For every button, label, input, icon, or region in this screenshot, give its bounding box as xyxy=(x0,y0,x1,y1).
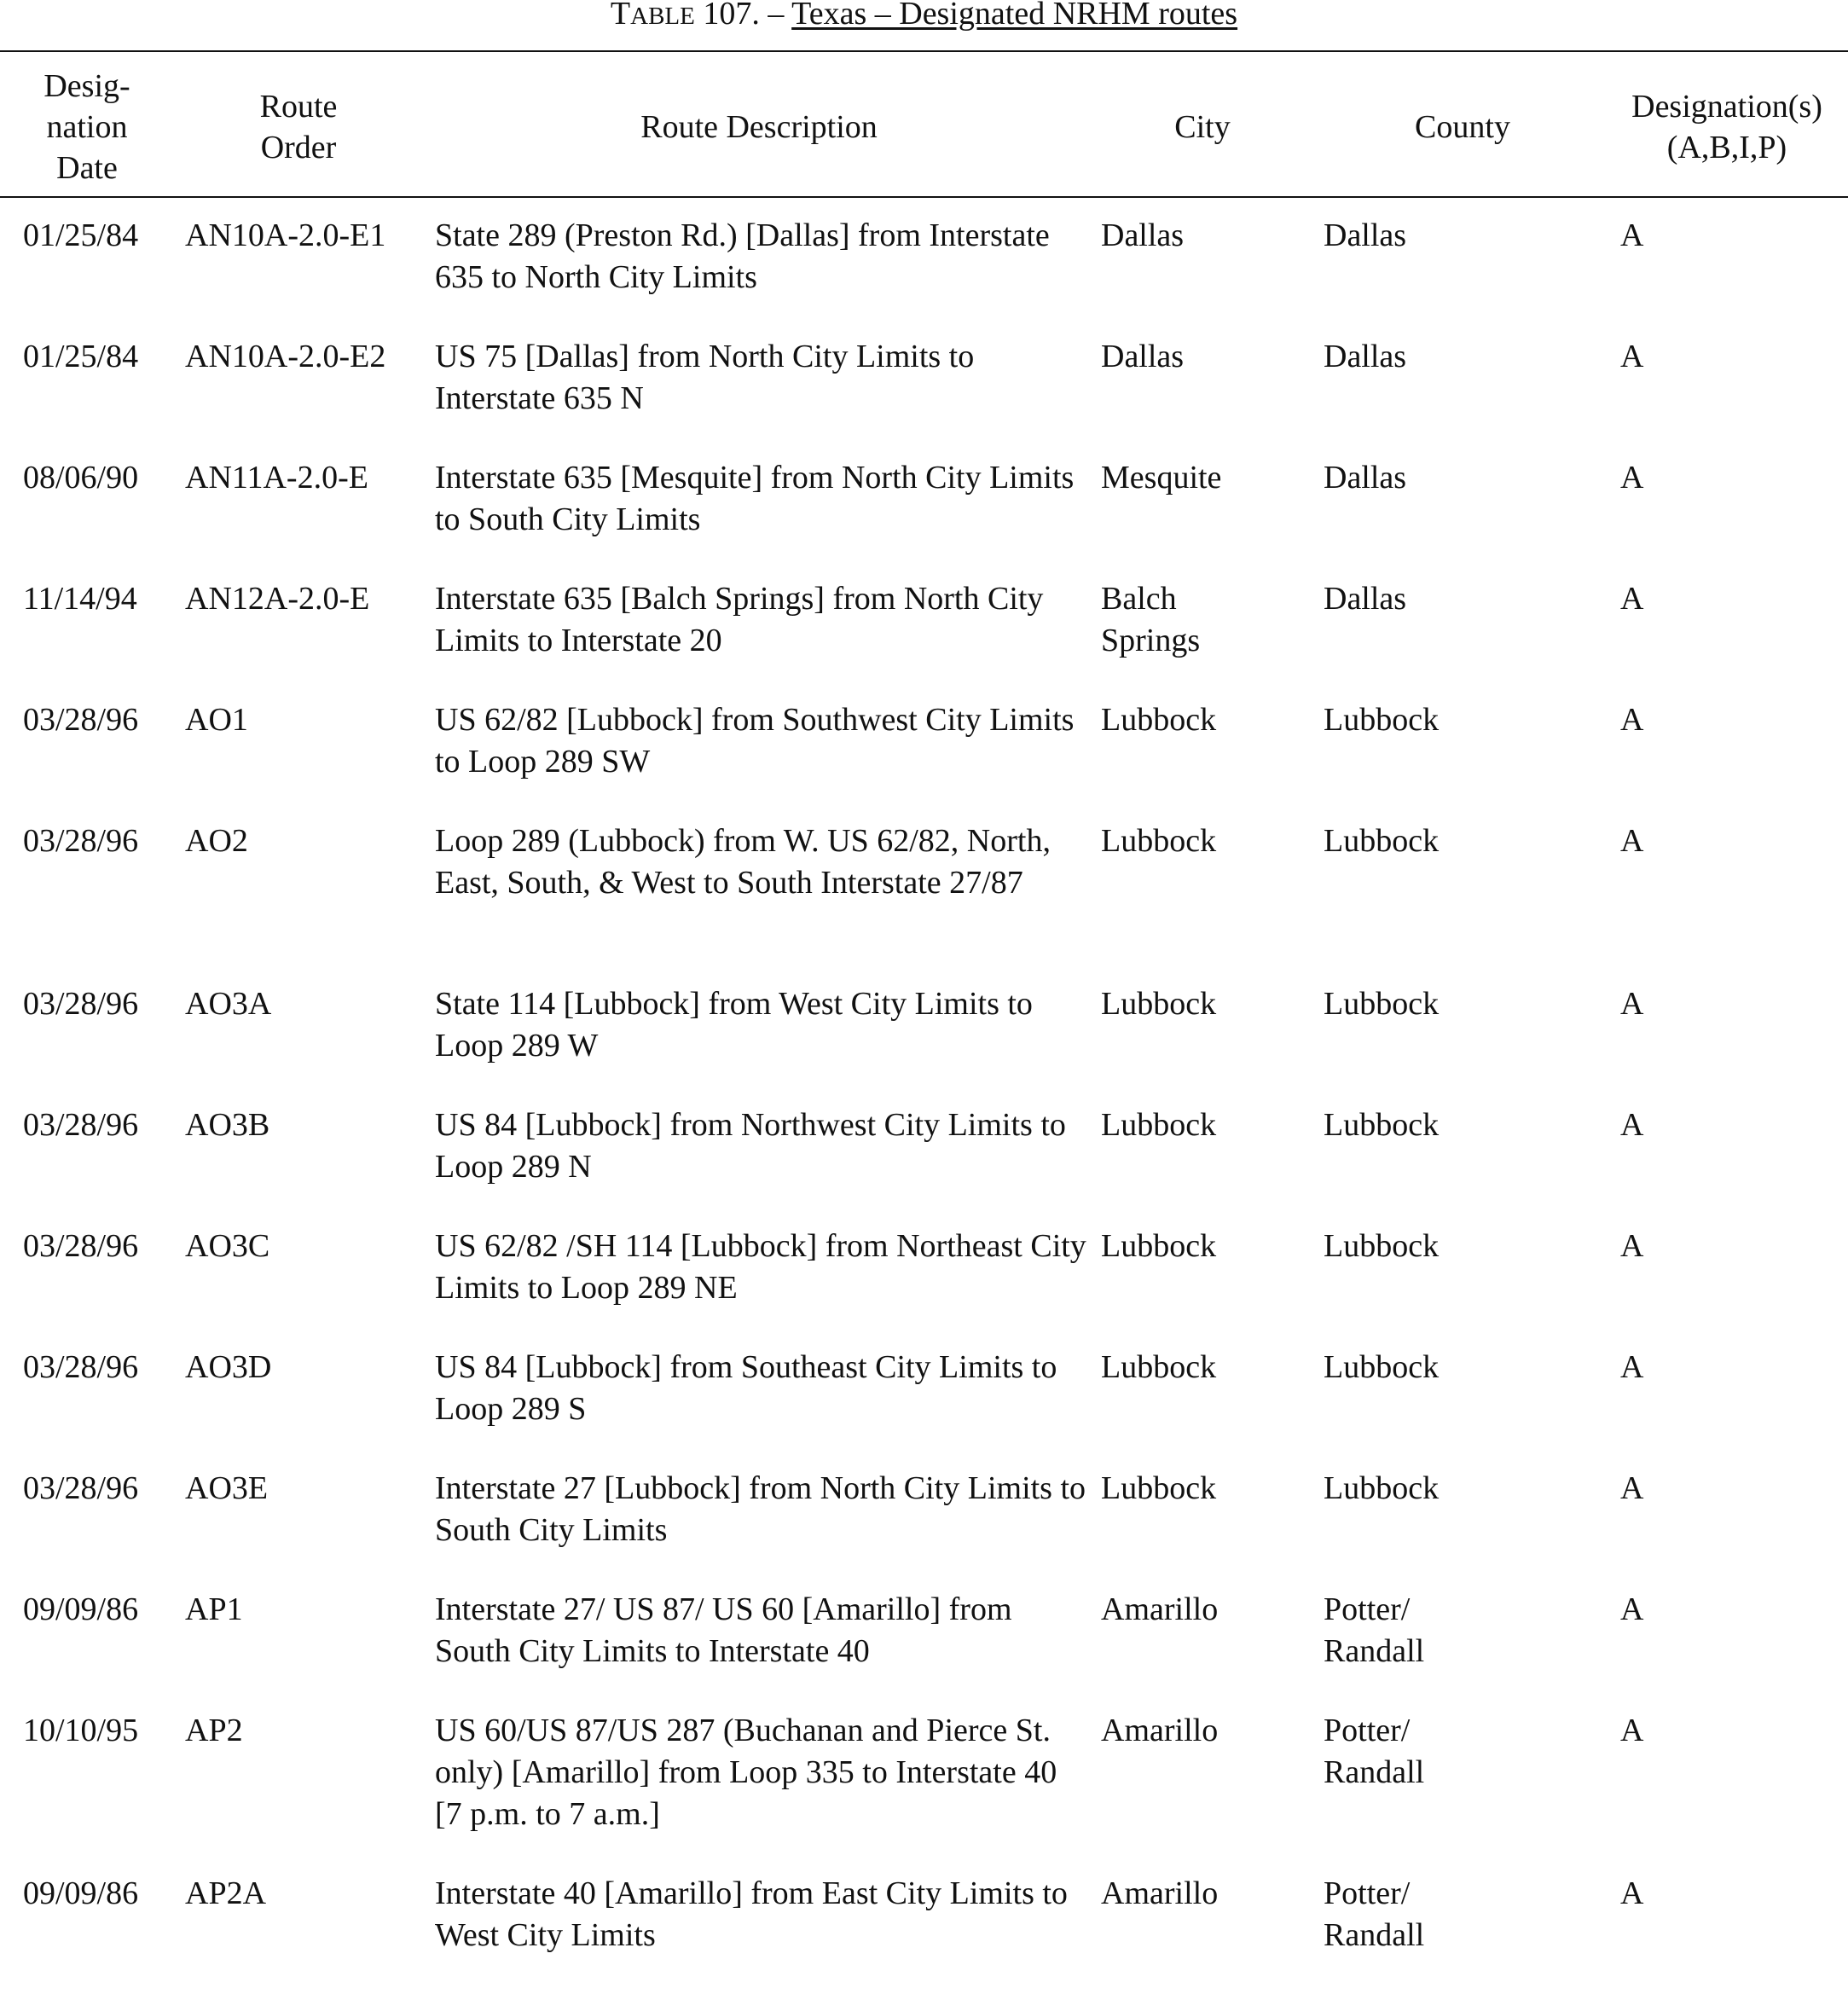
cell-route-order: AO3A xyxy=(185,986,272,1022)
table-top-rule xyxy=(0,50,1848,52)
cell-route-description: US 62/82 [Lubbock] from Southwest City Limits to Loop 289 SW xyxy=(435,702,1075,780)
cell-date: 03/28/96 xyxy=(23,702,139,738)
cell-date: 03/28/96 xyxy=(23,823,139,859)
cell-city: Amarillo xyxy=(1101,1713,1219,1748)
cell-city: Amarillo xyxy=(1101,1875,1219,1911)
cell-route-order: AN10A-2.0-E2 xyxy=(185,339,386,374)
cell-county: Dallas xyxy=(1324,217,1407,253)
table-row xyxy=(0,578,1848,699)
table-row xyxy=(0,457,1848,578)
cell-date: 03/28/96 xyxy=(23,1470,139,1506)
cell-route-order: AP2 xyxy=(185,1713,243,1748)
cell-county: Lubbock xyxy=(1324,1107,1440,1143)
table-row xyxy=(0,699,1848,820)
header-date-line-3: Date xyxy=(56,150,118,186)
caption-title: Texas – Designated NRHM routes xyxy=(791,0,1238,32)
header-city: City xyxy=(1174,109,1231,145)
cell-date: 03/28/96 xyxy=(23,1107,139,1143)
header-order-line-1: Route xyxy=(259,89,338,125)
cell-city: Dallas xyxy=(1101,217,1185,253)
table-row xyxy=(0,820,1848,983)
cell-city: Mesquite xyxy=(1101,460,1222,496)
header-designation-line-2: (A,B,I,P) xyxy=(1666,130,1787,165)
cell-city: Lubbock xyxy=(1101,823,1217,859)
cell-county: Lubbock xyxy=(1324,1470,1440,1506)
table-row xyxy=(0,1589,1848,1710)
cell-designation: A xyxy=(1620,1228,1644,1264)
cell-designation: A xyxy=(1620,986,1644,1022)
cell-city: Lubbock xyxy=(1101,1470,1217,1506)
cell-route-order: AN10A-2.0-E1 xyxy=(185,217,386,253)
cell-date: 03/28/96 xyxy=(23,1228,139,1264)
cell-city: Lubbock xyxy=(1101,1228,1217,1264)
cell-date: 10/10/95 xyxy=(23,1713,139,1748)
cell-designation: A xyxy=(1620,581,1644,617)
cell-route-description: Loop 289 (Lubbock) from W. US 62/82, North, East, South, & West to South Interstate 27/87 xyxy=(435,823,1051,901)
cell-route-order: AP1 xyxy=(185,1591,243,1627)
cell-date: 03/28/96 xyxy=(23,1349,139,1385)
cell-date: 11/14/94 xyxy=(23,581,137,617)
cell-route-description: Interstate 635 [Mesquite] from North City Limits to South City Limits xyxy=(435,460,1075,537)
cell-county: Dallas xyxy=(1324,339,1407,374)
cell-designation: A xyxy=(1620,339,1644,374)
cell-route-description: US 62/82 /SH 114 [Lubbock] from Northeast City Limits to Loop 289 NE xyxy=(435,1228,1086,1306)
cell-city: Balch Springs xyxy=(1101,581,1201,658)
cell-route-description: Interstate 40 [Amarillo] from East City Limits to West City Limits xyxy=(435,1875,1068,1953)
header-route-description: Route Description xyxy=(640,109,878,145)
table-row xyxy=(0,1873,1848,1994)
cell-county: Lubbock xyxy=(1324,986,1440,1022)
cell-designation: A xyxy=(1620,217,1644,253)
cell-county: Lubbock xyxy=(1324,1228,1440,1264)
cell-route-order: AO3E xyxy=(185,1470,269,1506)
cell-city: Lubbock xyxy=(1101,702,1217,738)
cell-designation: A xyxy=(1620,702,1644,738)
table-body xyxy=(0,215,1848,1994)
header-date-line-1: Desig- xyxy=(43,68,130,104)
cell-route-order: AO1 xyxy=(185,702,248,738)
cell-city: Lubbock xyxy=(1101,1349,1217,1385)
cell-route-description: Interstate 27 [Lubbock] from North City Limits to South City Limits xyxy=(435,1470,1086,1548)
header-designations xyxy=(1612,86,1842,168)
cell-county: Dallas xyxy=(1324,581,1407,617)
cell-county: Potter/ Randall xyxy=(1324,1591,1425,1669)
cell-date: 01/25/84 xyxy=(23,339,139,374)
cell-route-description: State 289 (Preston Rd.) [Dallas] from Interstate 635 to North City Limits xyxy=(435,217,1050,295)
cell-city: Dallas xyxy=(1101,339,1185,374)
cell-city: Lubbock xyxy=(1101,1107,1217,1143)
table-row xyxy=(0,1347,1848,1468)
cell-route-order: AO2 xyxy=(185,823,248,859)
table-caption xyxy=(0,0,1848,38)
cell-county: Lubbock xyxy=(1324,1349,1440,1385)
cell-route-description: US 75 [Dallas] from North City Limits to Interstate 635 N xyxy=(435,339,975,416)
cell-county: Potter/ Randall xyxy=(1324,1875,1425,1953)
cell-designation: A xyxy=(1620,1713,1644,1748)
cell-city: Lubbock xyxy=(1101,986,1217,1022)
cell-designation: A xyxy=(1620,1591,1644,1627)
table-row xyxy=(0,1710,1848,1873)
cell-date: 01/25/84 xyxy=(23,217,139,253)
header-designation-line-1: Designation(s) xyxy=(1631,89,1822,125)
cell-route-order: AP2A xyxy=(185,1875,267,1911)
cell-route-description: Interstate 27/ US 87/ US 60 [Amarillo] from South City Limits to Interstate 40 xyxy=(435,1591,1012,1669)
caption-prefix-big: T xyxy=(610,0,631,32)
cell-designation: A xyxy=(1620,1349,1644,1385)
header-county: County xyxy=(1415,109,1510,145)
cell-designation: A xyxy=(1620,1107,1644,1143)
cell-date: 09/09/86 xyxy=(23,1591,139,1627)
cell-county: Potter/ Randall xyxy=(1324,1713,1425,1790)
cell-route-order: AN12A-2.0-E xyxy=(185,581,370,617)
cell-route-order: AO3B xyxy=(185,1107,270,1143)
header-date-line-2: nation xyxy=(46,109,128,145)
cell-county: Dallas xyxy=(1324,460,1407,496)
header-route-order xyxy=(183,86,414,168)
table-row xyxy=(0,983,1848,1104)
table-row xyxy=(0,1226,1848,1347)
cell-designation: A xyxy=(1620,460,1644,496)
cell-city: Amarillo xyxy=(1101,1591,1219,1627)
caption-prefix-small: ABLE xyxy=(630,3,695,30)
cell-designation: A xyxy=(1620,1470,1644,1506)
table-row xyxy=(0,336,1848,457)
cell-date: 03/28/96 xyxy=(23,986,139,1022)
cell-designation: A xyxy=(1620,1875,1644,1911)
caption-table-number: 107. – xyxy=(694,0,792,32)
cell-route-description: US 84 [Lubbock] from Southeast City Limits to Loop 289 S xyxy=(435,1349,1057,1427)
cell-designation: A xyxy=(1620,823,1644,859)
table-row xyxy=(0,1104,1848,1226)
cell-route-order: AO3D xyxy=(185,1349,272,1385)
table-row xyxy=(0,1468,1848,1589)
header-designation-date xyxy=(14,66,159,188)
cell-route-order: AO3C xyxy=(185,1228,270,1264)
cell-date: 09/09/86 xyxy=(23,1875,139,1911)
cell-route-description: US 84 [Lubbock] from Northwest City Limits to Loop 289 N xyxy=(435,1107,1066,1185)
cell-route-order: AN11A-2.0-E xyxy=(185,460,368,496)
cell-date: 08/06/90 xyxy=(23,460,139,496)
cell-route-description: State 114 [Lubbock] from West City Limits to Loop 289 W xyxy=(435,986,1033,1064)
table-row xyxy=(0,215,1848,336)
cell-route-description: Interstate 635 [Balch Springs] from North City Limits to Interstate 20 xyxy=(435,581,1044,658)
cell-county: Lubbock xyxy=(1324,702,1440,738)
table-header-rule xyxy=(0,196,1848,198)
header-order-line-2: Order xyxy=(260,130,337,165)
cell-route-description: US 60/US 87/US 287 (Buchanan and Pierce St. only) [Amarillo] from Loop 335 to Interstate 40 [7 p.m. to 7 a.m.] xyxy=(435,1713,1057,1832)
cell-county: Lubbock xyxy=(1324,823,1440,859)
